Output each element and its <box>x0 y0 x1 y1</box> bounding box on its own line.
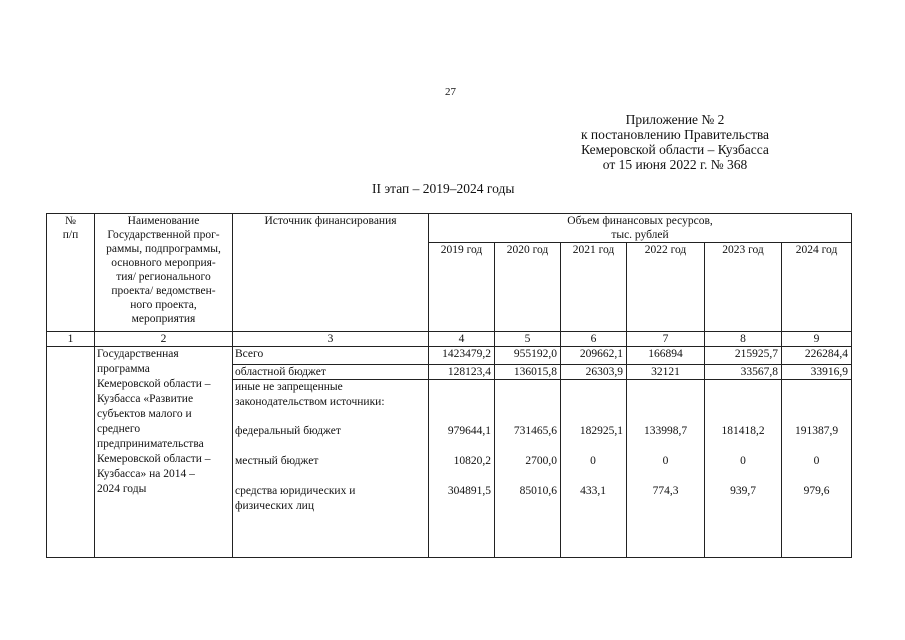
value-text: 85010,6 <box>519 485 557 497</box>
header-text: п/п <box>62 229 79 241</box>
header-text: тыс. рублей <box>611 229 669 241</box>
value-text: 939,7 <box>730 485 756 497</box>
program-name-line: Кузбасса» на 2014 – <box>97 468 195 480</box>
other-sources-label: иные не запрещенные <box>235 381 343 393</box>
header-year: 2020 год <box>495 243 561 332</box>
appendix-line: Приложение № 2 <box>625 112 725 127</box>
value-cell: 32121 <box>627 365 705 380</box>
source-label: физических лиц <box>235 500 314 512</box>
source-cell <box>233 380 429 558</box>
row-number-cell <box>47 347 95 558</box>
header-text: № <box>65 215 76 227</box>
value-text: 181418,2 <box>721 425 765 437</box>
value-cell: 226284,4 <box>782 347 852 365</box>
value-text: 0 <box>813 455 820 467</box>
value-cell <box>627 380 705 558</box>
value-text: 0 <box>662 455 669 467</box>
column-number: 3 <box>233 332 429 347</box>
header-text: проекта/ ведомствен- <box>111 285 216 297</box>
column-number: 8 <box>705 332 782 347</box>
program-name-cell <box>95 347 233 558</box>
value-text: 731465,6 <box>513 425 557 437</box>
appendix-header <box>545 112 805 172</box>
header-text: Государственной прог- <box>107 229 220 241</box>
source-label: средства юридических и <box>235 485 356 497</box>
column-number: 4 <box>429 332 495 347</box>
value-cell <box>495 380 561 558</box>
header-text: мероприятия <box>131 313 196 325</box>
value-text: 774,3 <box>652 485 679 497</box>
value-text: 191387,9 <box>794 425 839 437</box>
value-text: 2700,0 <box>525 455 557 467</box>
source-cell: областной бюджет <box>233 365 429 380</box>
value-text: 133998,7 <box>643 425 688 437</box>
column-number: 1 <box>47 332 95 347</box>
column-number: 5 <box>495 332 561 347</box>
header-year: 2019 год <box>429 243 495 332</box>
program-name-line: предпринимательства <box>97 438 204 450</box>
column-number: 7 <box>627 332 705 347</box>
header-text: Объем финансовых ресурсов, <box>567 215 713 227</box>
header-text: ного проекта, <box>130 299 197 311</box>
program-name-line: Кемеровской области – <box>97 378 211 390</box>
value-text: 10820,2 <box>453 455 491 467</box>
value-text: 0 <box>740 455 746 467</box>
program-name-line: Кемеровской области – <box>97 453 211 465</box>
program-name-line: субъектов малого и <box>97 408 192 420</box>
header-volume <box>429 214 852 243</box>
value-text: 0 <box>590 455 596 467</box>
header-name <box>95 214 233 332</box>
program-name-line: 2024 годы <box>97 483 147 495</box>
value-cell: 215925,7 <box>705 347 782 365</box>
value-cell: 33567,8 <box>705 365 782 380</box>
value-cell: 166894 <box>627 347 705 365</box>
program-name-line: программа <box>97 363 150 375</box>
value-cell: 128123,4 <box>429 365 495 380</box>
header-year: 2024 год <box>782 243 852 332</box>
financing-table <box>46 213 852 558</box>
value-text: 182925,1 <box>579 425 623 437</box>
column-number-row <box>47 332 852 347</box>
program-name-line: среднего <box>97 423 141 435</box>
value-cell: 1423479,2 <box>429 347 495 365</box>
header-text: раммы, подпрограммы, <box>106 243 221 255</box>
source-cell: Всего <box>233 347 429 365</box>
source-label: федеральный бюджет <box>235 425 341 437</box>
value-text: 433,1 <box>580 485 606 497</box>
header-text: тия/ регионального <box>116 271 211 283</box>
column-number: 6 <box>561 332 627 347</box>
appendix-line: к постановлению Правительства <box>580 127 770 142</box>
column-number: 9 <box>782 332 852 347</box>
header-year: 2021 год <box>561 243 627 332</box>
header-year: 2022 год <box>627 243 705 332</box>
program-name-line: Кузбасса «Развитие <box>97 393 194 405</box>
value-cell <box>782 380 852 558</box>
header-year: 2023 год <box>705 243 782 332</box>
stage-title: II этап – 2019–2024 годы <box>372 181 515 196</box>
value-cell <box>705 380 782 558</box>
page-number: 27 <box>445 86 456 98</box>
source-label: местный бюджет <box>235 455 319 467</box>
header-source: Источник финансирования <box>233 214 429 332</box>
value-text: 304891,5 <box>447 485 491 497</box>
value-cell: 209662,1 <box>561 347 627 365</box>
program-name-line: Государственная <box>97 348 179 360</box>
header-text: основного мероприя- <box>111 257 216 269</box>
appendix-line: Кемеровской области – Кузбасса <box>581 142 769 157</box>
value-cell: 955192,0 <box>495 347 561 365</box>
value-cell <box>429 380 495 558</box>
value-cell <box>561 380 627 558</box>
table-row <box>47 347 852 365</box>
value-cell: 26303,9 <box>561 365 627 380</box>
other-sources-label: законодательством источники: <box>235 396 385 408</box>
header-text: Наименование <box>127 215 200 227</box>
header-num <box>47 214 95 332</box>
value-text: 979,6 <box>803 485 830 497</box>
column-number: 2 <box>95 332 233 347</box>
value-cell: 33916,9 <box>782 365 852 380</box>
value-cell: 136015,8 <box>495 365 561 380</box>
header-row <box>47 214 852 243</box>
value-text: 979644,1 <box>447 425 491 437</box>
appendix-line: от 15 июня 2022 г. № 368 <box>602 157 748 172</box>
